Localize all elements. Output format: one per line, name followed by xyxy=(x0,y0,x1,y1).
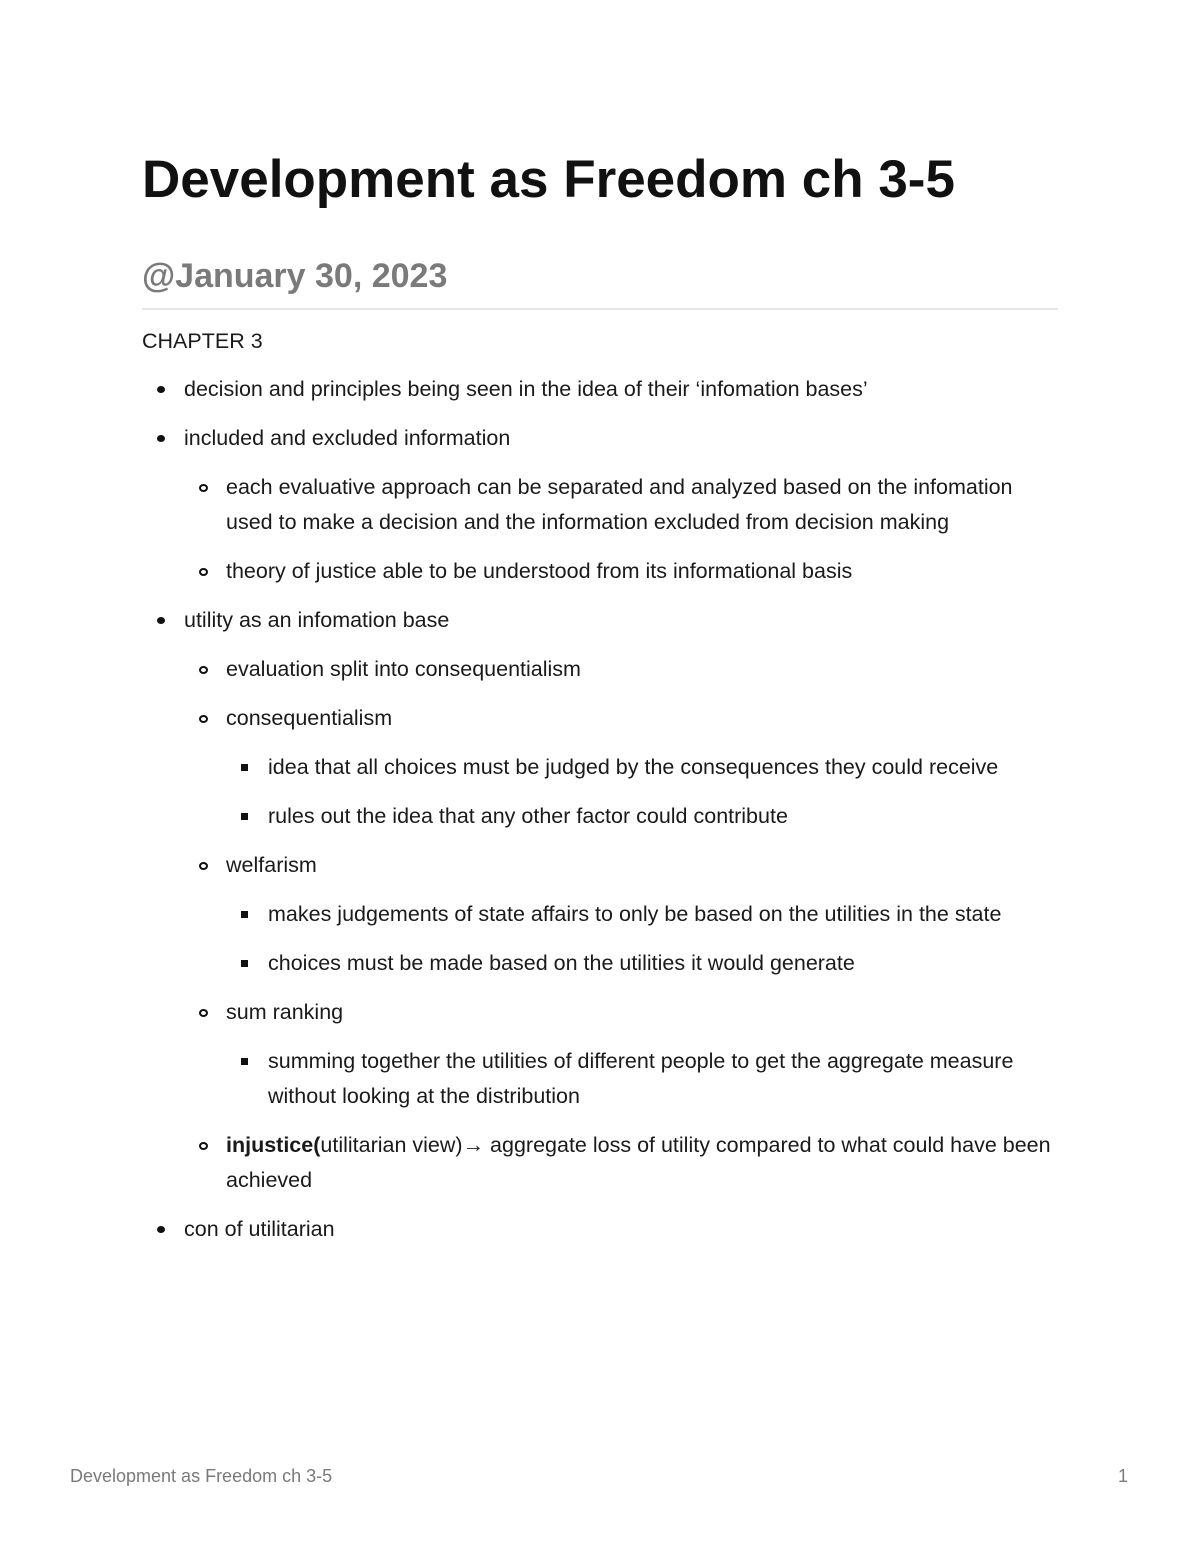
list-item-text xyxy=(226,1126,1062,1210)
hollow-circle-bullet-icon xyxy=(199,1142,208,1150)
hollow-circle-bullet-icon xyxy=(199,1009,208,1017)
list-item xyxy=(226,895,1062,944)
sub-sub-bullet-list xyxy=(226,895,1062,993)
list-item-text: welfarism xyxy=(226,853,317,877)
section-heading: CHAPTER 3 xyxy=(142,329,263,353)
square-bullet-icon xyxy=(241,960,248,967)
list-item-text: choices must be made based on the utilities it would generate xyxy=(268,951,855,975)
bullet-list xyxy=(142,370,1062,1259)
list-item-text: consequentialism xyxy=(226,706,393,730)
title-divider xyxy=(142,308,1058,310)
square-bullet-icon xyxy=(241,1058,248,1065)
filled-circle-bullet-icon xyxy=(157,435,165,442)
hollow-circle-bullet-icon xyxy=(199,666,208,674)
hollow-circle-bullet-icon xyxy=(199,484,208,492)
document-body xyxy=(142,326,1062,1259)
hollow-circle-bullet-icon xyxy=(199,715,208,723)
list-item-text: theory of justice able to be understood from its informational basis xyxy=(226,559,853,583)
list-item xyxy=(184,650,1062,699)
list-item-text: idea that all choices must be judged by the consequences they could receive xyxy=(268,755,999,779)
list-item xyxy=(184,468,1062,552)
list-item xyxy=(184,699,1062,846)
list-item-text: decision and principles being seen in the idea of their ‘infomation bases’ xyxy=(184,377,868,401)
list-item xyxy=(226,748,1062,797)
page-title: Development as Freedom ch 3-5 xyxy=(142,150,955,209)
footer-page-number: 1 xyxy=(1118,1466,1129,1486)
list-item-text: rules out the idea that any other factor could contribute xyxy=(268,804,788,828)
list-item-text: sum ranking xyxy=(226,1000,344,1024)
list-item-text: evaluation split into consequentialism xyxy=(226,657,581,681)
list-item xyxy=(142,419,1062,601)
list-item-text: makes judgements of state affairs to only be based on the utilities in the state xyxy=(268,902,1002,926)
sub-sub-bullet-list xyxy=(226,1042,1062,1126)
list-item xyxy=(184,552,1062,601)
list-item-text: summing together the utilities of different people to get the aggregate measure without looking at the distribution xyxy=(268,1049,1014,1108)
sub-sub-bullet-list xyxy=(226,748,1062,846)
bold-term: injustice( xyxy=(226,1133,321,1157)
filled-circle-bullet-icon xyxy=(157,617,165,624)
filled-circle-bullet-icon xyxy=(157,386,165,393)
list-item-text: included and excluded information xyxy=(184,426,511,450)
term-definition: utilitarian view)→ aggregate loss of utility compared to what could have been achieved xyxy=(226,1133,1051,1192)
footer-title: Development as Freedom ch 3-5 xyxy=(70,1466,333,1486)
list-item-text: con of utilitarian xyxy=(184,1217,335,1241)
square-bullet-icon xyxy=(241,813,248,820)
hollow-circle-bullet-icon xyxy=(199,568,208,576)
list-item xyxy=(226,944,1062,993)
square-bullet-icon xyxy=(241,911,248,918)
list-item xyxy=(184,993,1062,1126)
list-item xyxy=(184,1126,1062,1210)
list-item xyxy=(226,797,1062,846)
list-item-text: each evaluative approach can be separated and analyzed based on the infomation used to make a decision and the information excluded from decision making xyxy=(226,475,1013,534)
page-date: @January 30, 2023 xyxy=(142,257,448,295)
hollow-circle-bullet-icon xyxy=(199,862,208,870)
filled-circle-bullet-icon xyxy=(157,1226,165,1233)
list-item-text: utility as an infomation base xyxy=(184,608,450,632)
sub-bullet-list xyxy=(184,650,1062,1210)
list-item xyxy=(226,1042,1062,1126)
list-item xyxy=(184,846,1062,993)
list-item xyxy=(142,1210,1062,1259)
list-item xyxy=(142,601,1062,1210)
sub-bullet-list xyxy=(184,468,1062,601)
list-item xyxy=(142,370,1062,419)
square-bullet-icon xyxy=(241,764,248,771)
